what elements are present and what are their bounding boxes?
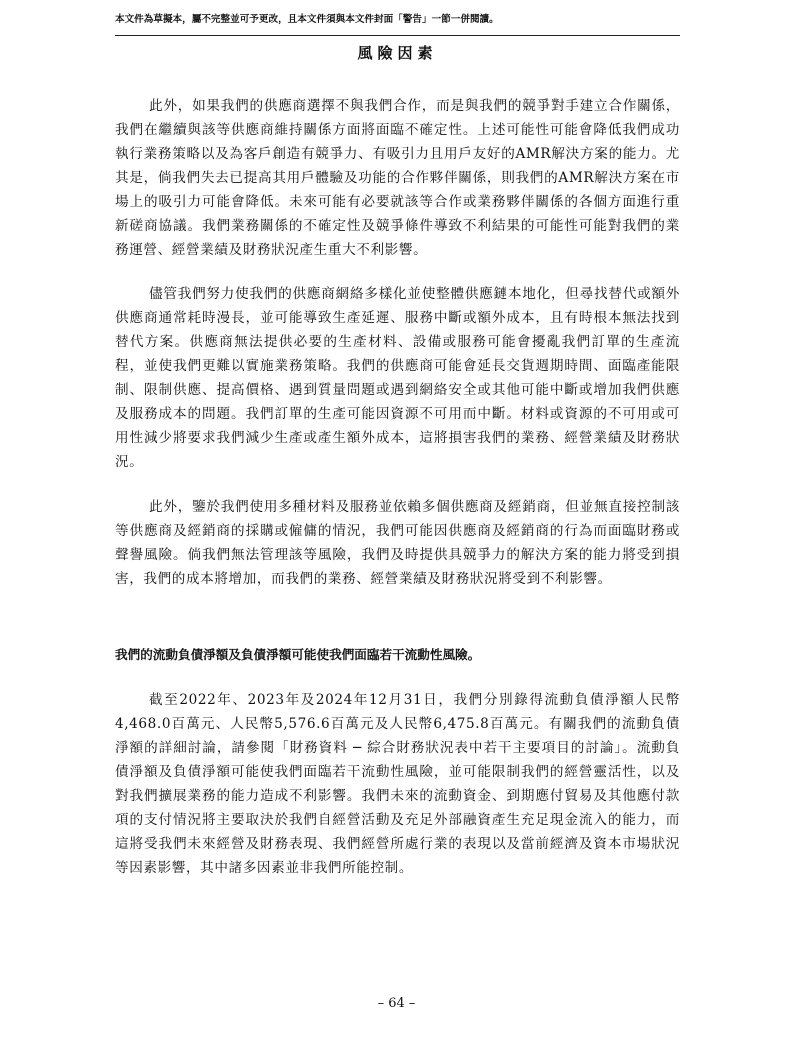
paragraph-net-current-liabilities: 截至2022年、2023年及2024年12月31日，我們分別錄得流動負債淨額人民幣4,468.0百萬元、人民幣5,576.6百萬元及人民幣6,475.8百萬元。有關我們的流動負債淨額的詳細討論，請參閱「財務資料 ─ 綜合財務狀況表中若干主要項目的討論」。流動負債淨額及負債淨額可能使我們面臨若干流動性風險，並可能限制我們的經營靈活性，以及對我們擴展業務的能力造成不利影響。我們未來的流動資金、到期應付貿易及其他應付款項的支付情況將主要取決於我們自經營活動及充足外部融資產生充足現金流入的能力，而這將受我們未來經營及財務表現、我們經營所處行業的表現以及當前經濟及資本市場狀況等因素影響，其中諸多因素並非我們所能控制。 bbox=[115, 692, 680, 876]
paragraph-supplier-cooperation: 此外，如果我們的供應商選擇不與我們合作，而是與我們的競爭對手建立合作關係，我們在繼續與該等供應商維持關係方面將面臨不確定性。上述可能性可能會降低我們成功執行業務策略以及為客戶創造有競爭力、有吸引力且用戶友好的AMR解決方案的能力。尤其是，倘我們失去已提高其用戶體驗及功能的合作夥伴關係，則我們的AMR解決方案在市場上的吸引力可能會降低。未來可能有必要就該等合作或業務夥伴關係的各個方面進行重新磋商協議。我們業務關係的不確定性及競爭條件導致不利結果的可能性可能對我們的業務運營、經營業績及財務狀況產生重大不利影響。 bbox=[115, 98, 680, 258]
paragraph-supply-chain: 儘管我們努力使我們的供應商網絡多樣化並使整體供應鏈本地化，但尋找替代或額外供應商通常耗時漫長，並可能導致生產延遲、服務中斷或額外成本，且有時根本無法找到替代方案。供應商無法提供必要的生產材料、設備或服務可能會擾亂我們訂單的生產流程，並使我們更難以實施業務策略。我們的供應商可能會延長交貨週期時間、面臨產能限制、限制供應、提高價格、遇到質量問題或遇到網絡安全或其他可能中斷或增加我們供應及服務成本的問題。我們訂單的生產可能因資源不可用而中斷。材料或資源的不可用或可用性減少將要求我們減少生產或產生額外成本，這將損害我們的業務、經營業績及財務狀況。 bbox=[115, 286, 680, 470]
risk-subheading: 我們的流動負債淨額及負債淨額可能使我們面臨若干流動性風險。 bbox=[115, 647, 481, 662]
section-title: 風險因素 bbox=[357, 44, 438, 62]
draft-disclaimer: 本文件為草擬本，屬不完整並可予更改，且本文件須與本文件封面「警告」一節一併閱讀。 bbox=[115, 14, 499, 25]
header-divider bbox=[115, 35, 680, 36]
paragraph-financial-reputational-risk: 此外，鑒於我們使用多種材料及服務並依賴多個供應商及經銷商，但並無直接控制該等供應商及經銷商的採購或僱傭的情況，我們可能因供應商及經銷商的行為而面臨財務或聲譽風險。倘我們無法管理該等風險，我們及時提供具競爭力的解決方案的能力將受到損害，我們的成本將增加，而我們的業務、經營業績及財務狀況將受到不利影響。 bbox=[115, 499, 680, 587]
page-number: – 64 – bbox=[377, 996, 416, 1011]
